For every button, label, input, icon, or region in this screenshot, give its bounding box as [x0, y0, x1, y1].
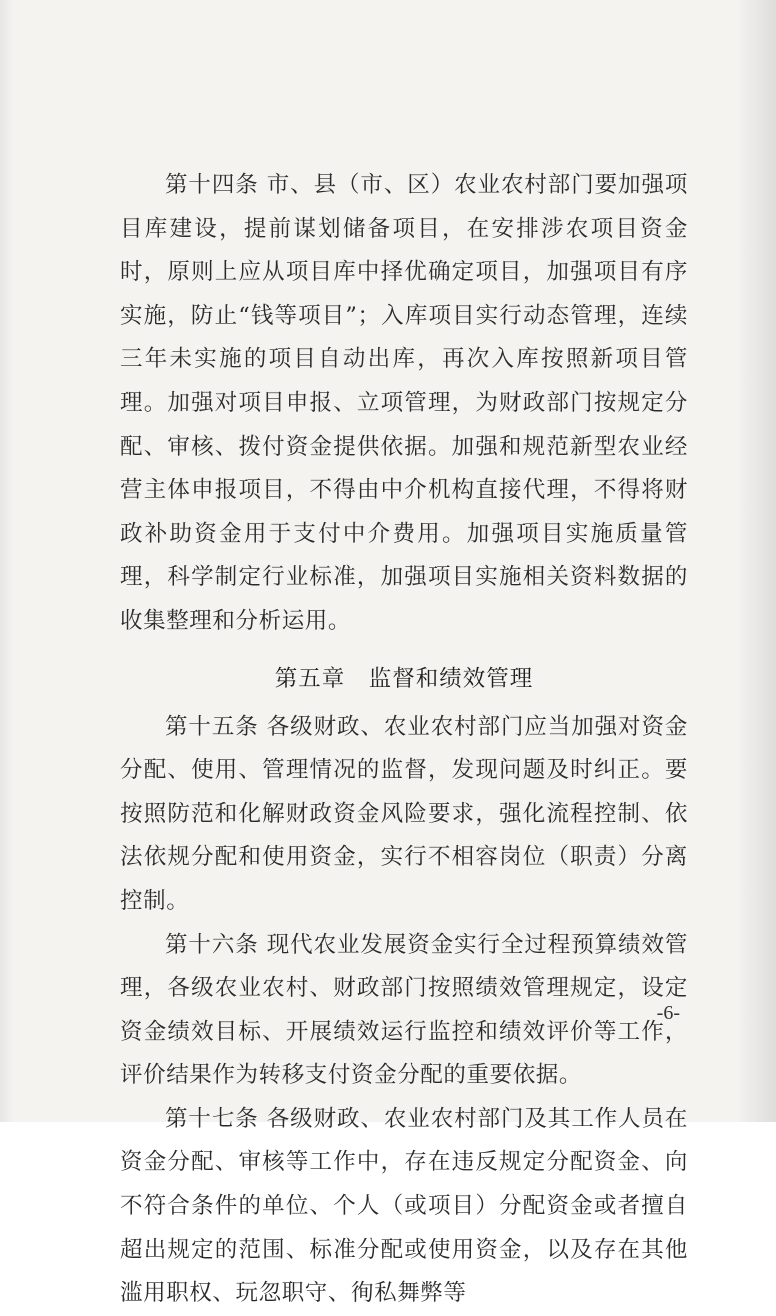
- article-15-paragraph: 第十五条 各级财政、农业农村部门应当加强对资金分配、使用、管理情况的监督，发现问题及时纠正。要按照防范和化解财政资金风险要求，强化流程控制、依法依规分配和使用资金，实行不相容岗位（职责）分离控制。: [120, 713, 688, 914]
- document-body: [120, 164, 688, 1316]
- chapter-title: 第五章 监督和绩效管理: [274, 665, 534, 692]
- article-16-paragraph: 第十六条 现代农业发展资金实行全过程预算绩效管理，各级农业农村、财政部门按照绩效管理规定，设定资金绩效目标、开展绩效运行监控和绩效评价等工作，评价结果作为转移支付资金分配的重要依据。: [120, 931, 688, 1089]
- scan-shadow-right: [736, 0, 776, 1122]
- article-14-paragraph: 第十四条 市、县（市、区）农业农村部门要加强项目库建设，提前谋划储备项目，在安排涉农项目资金时，原则上应从项目库中择优确定项目，加强项目有序实施，防止“钱等项目”；入库项目实行动态管理，连续三年未实施的项目自动出库，再次入库按照新项目管理。加强对项目申报、立项管理，为财政部门按规定分配、审核、拨付资金提供依据。加强和规范新型农业经营主体申报项目，不得由中介机构直接代理，不得将财政补助资金用于支付中介费用。加强项目实施质量管理，科学制定行业标准，加强项目实施相关资料数据的收集整理和分析运用。: [120, 172, 688, 634]
- scan-shadow-left: [0, 0, 14, 1122]
- page-number: -6-: [656, 1002, 680, 1024]
- article-17-paragraph: 第十七条 各级财政、农业农村部门及其工作人员在资金分配、审核等工作中，存在违反规定分配资金、向不符合条件的单位、个人（或项目）分配资金或者擅自超出规定的范围、标准分配或使用资金，以及存在其他滥用职权、玩忽职守、徇私舞弊等: [120, 1105, 688, 1307]
